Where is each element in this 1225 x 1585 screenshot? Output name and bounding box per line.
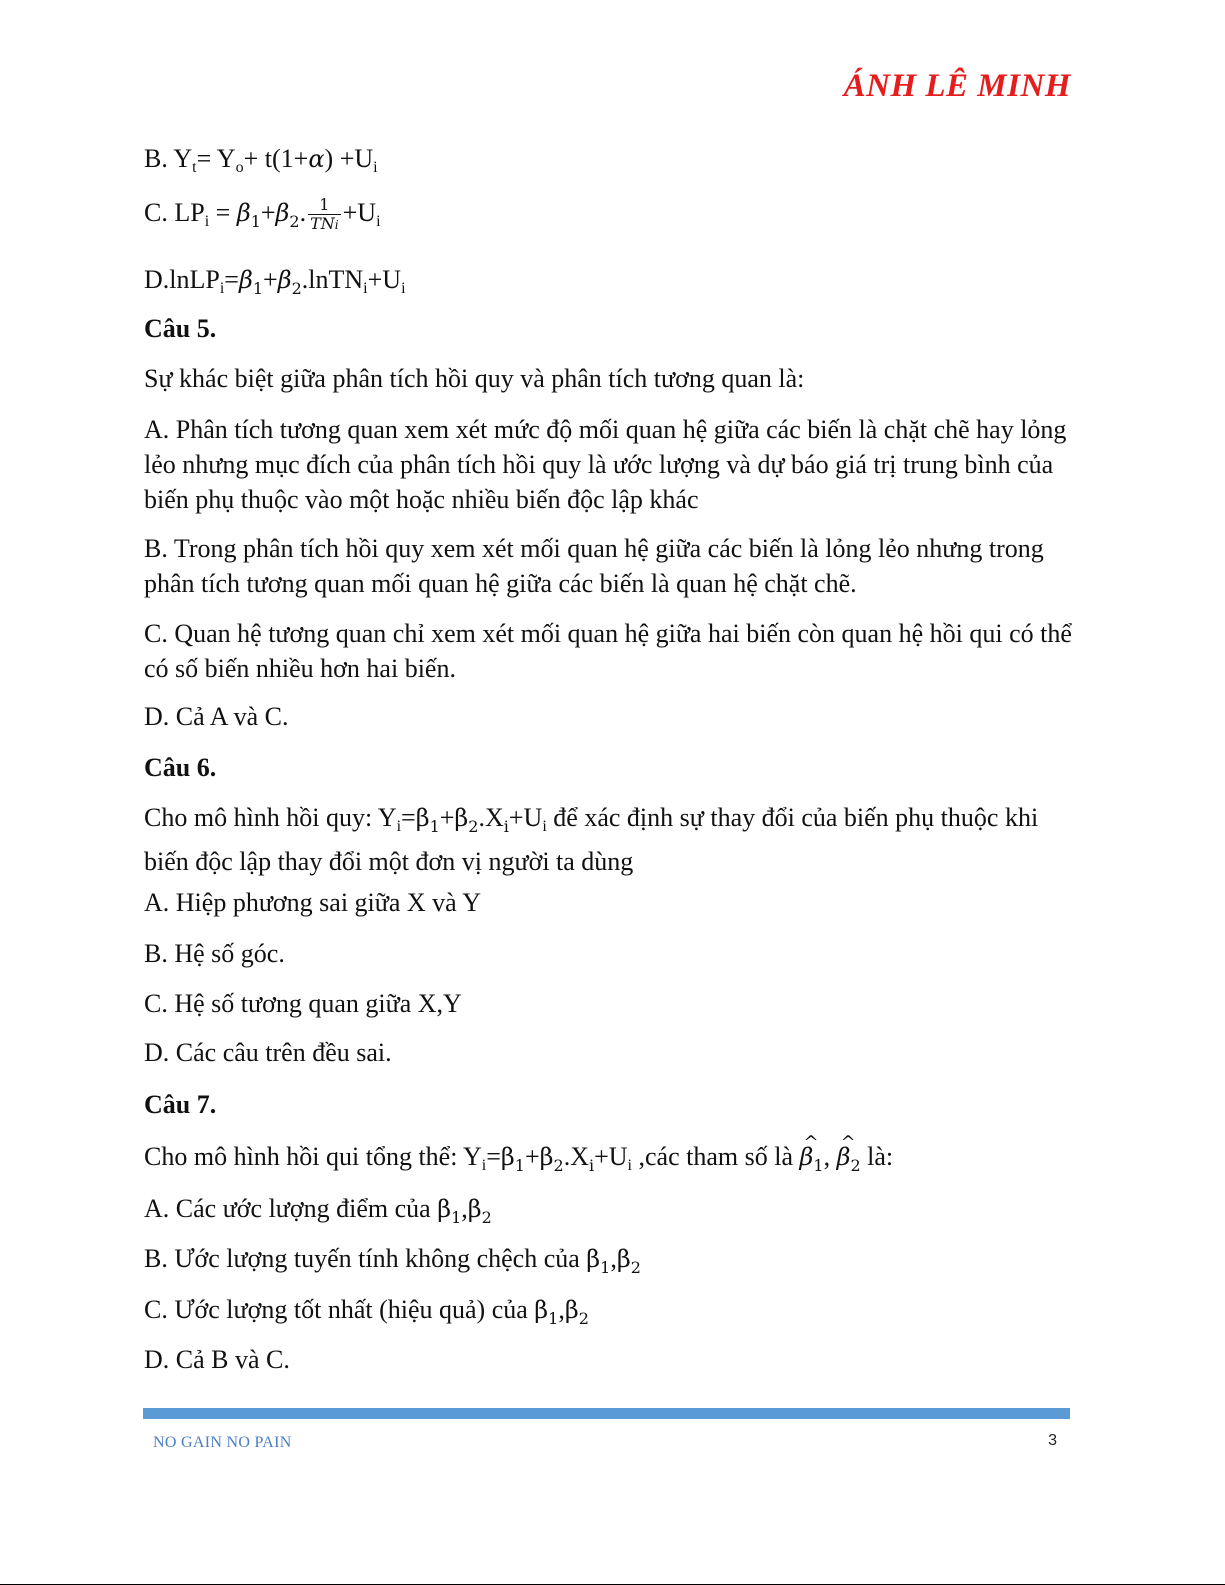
footer-slogan: NO GAIN NO PAIN: [153, 1434, 292, 1451]
q6-option-a: A. Hiệp phương sai giữa X và Y: [144, 888, 482, 917]
q6-question: Cho mô hình hồi quy: $Y_i=\beta_1+\beta_2.X_i+U_i$ để xác định sự thay đổi của biến phụ thuộc khi biến độc lập thay đổi một đơn vị người ta dùng: [144, 803, 1039, 876]
q7-title: Câu 7.: [144, 1090, 217, 1119]
q5-option-c: C. Quan hệ tương quan chỉ xem xét mối quan hệ giữa hai biến còn quan hệ hồi qui có thể có số biến nhiều hơn hai biến.: [144, 619, 1072, 683]
q6-title: Câu 6.: [144, 753, 217, 782]
q5-option-a: A. Phân tích tương quan xem xét mức độ mối quan hệ giữa các biến là chặt chẽ hay lỏng lẻo nhưng mục đích của phân tích hồi quy là ước lượng và dự báo giá trị trung bình của biến phụ thuộc vào một hoặc nhiều biến độc lập khác: [144, 415, 1067, 514]
q6-option-b: B. Hệ số góc.: [144, 939, 285, 968]
fraction: $\frac{1}{\text{TNi}}$: [310, 195, 339, 234]
q7-option-d: D. Cả B và C.: [144, 1345, 290, 1374]
q6-option-c: C. Hệ số tương quan giữa X,Y: [144, 989, 462, 1018]
q4-option-d: $D.lnLP_i=\beta_1+\beta_2.lnTN_i+U_i$: [144, 265, 406, 298]
q4-option-b: B. $Y_t= Y_o+ t(1+\alpha) +U_i$: [144, 144, 378, 176]
q5-title: Câu 5.: [144, 314, 217, 343]
q4-option-c: C. $LP_i = \beta_1+\beta_2$. $\frac{1}{\text{TNi}}$ $+U_i$: [144, 195, 381, 234]
q7-option-b: B. Ước lượng tuyến tính không chệch của $\beta_1,\beta_2$: [144, 1244, 641, 1277]
page-number: 3: [1048, 1432, 1057, 1449]
q7-option-c: C. Ước lượng tốt nhất (hiệu quả) của $\beta_1,\beta_2$: [144, 1295, 589, 1328]
q5-option-b: B. Trong phân tích hồi quy xem xét mối quan hệ giữa các biến là lỏng lẻo nhưng trong phân tích tương quan mối quan hệ giữa các biến là quan hệ chặt chẽ.: [144, 534, 1044, 598]
q7-question: Cho mô hình hồi qui tổng thể: $Y_i=\beta_1+\beta_2.X_i+U_i$ ,các tham số là ^ $\beta_1$, ^ $\beta_2$ là:: [144, 1140, 893, 1183]
q6-option-d: D. Các câu trên đều sai.: [144, 1038, 392, 1067]
header-author: ÁNH LÊ MINH: [843, 68, 1071, 104]
q7-option-a: A. Các ước lượng điểm của $\beta_1,\beta_2$: [144, 1194, 492, 1227]
q5-option-d: D. Cả A và C.: [144, 702, 289, 731]
footer-divider: [143, 1408, 1070, 1419]
q5-question: Sự khác biệt giữa phân tích hồi quy và phân tích tương quan là:: [144, 364, 805, 393]
